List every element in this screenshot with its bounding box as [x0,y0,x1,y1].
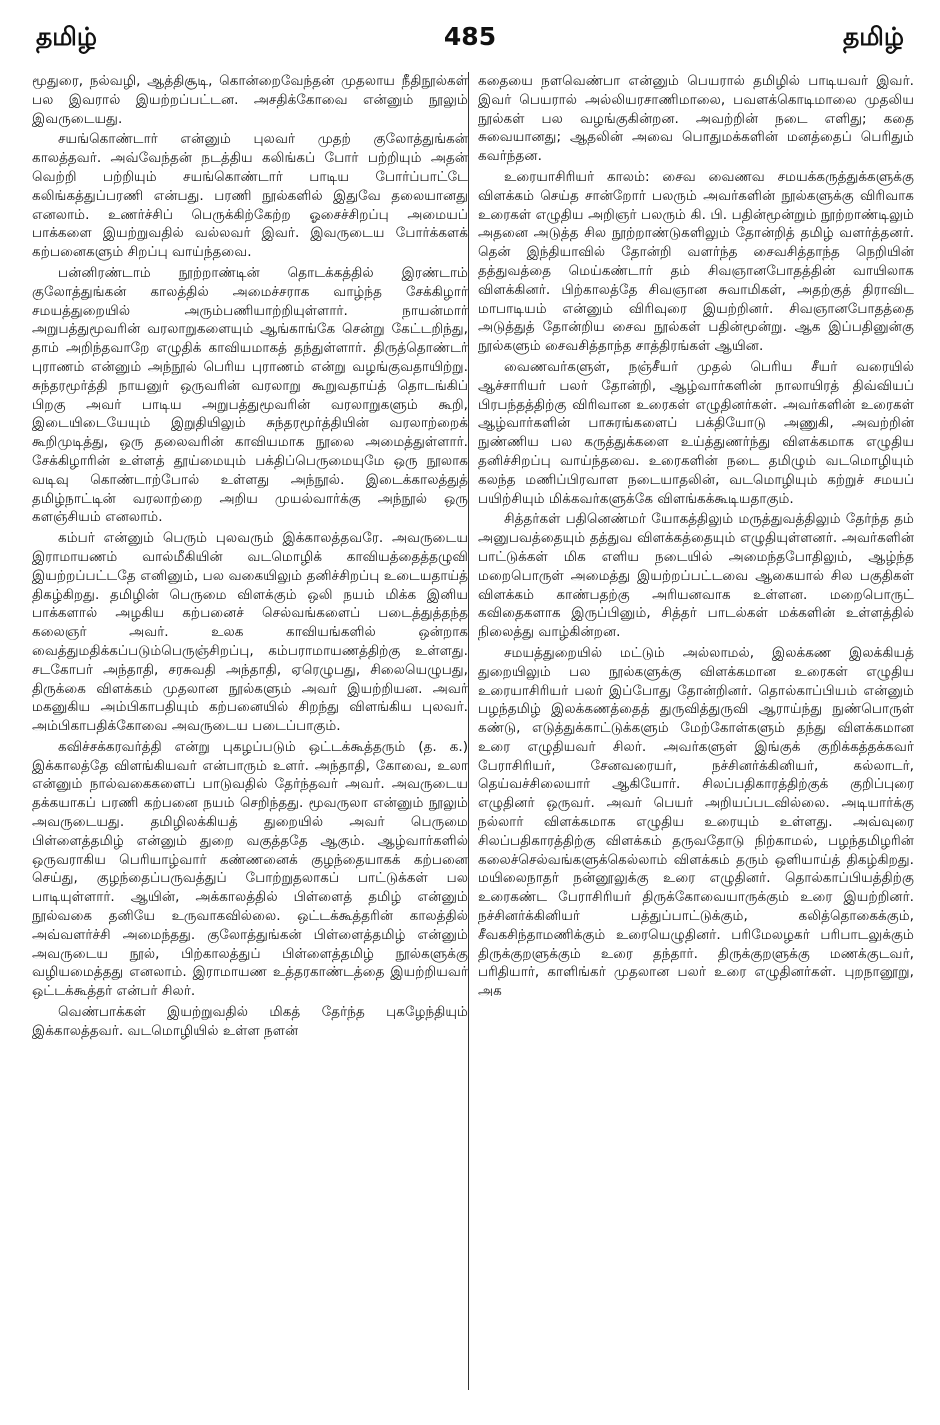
paragraph: வெண்பாக்கள் இயற்றுவதில் மிகத் தேர்ந்த புகழேந்தியும் இக்காலத்தவர். வடமொழியில் உள்ள நளன் [32,1004,468,1039]
left-column [32,72,468,1402]
paragraph: பன்னிரண்டாம் நூற்றாண்டின் தொடக்கத்தில் இரண்டாம் குலோத்துங்கன் காலத்தில் அமைச்சராக வாழ்ந்த சேக்கிழார் சமயத்துறையில் அரும்பணியாற்றியுள்ளார். நாயன்மார் அறுபத்துமூவரின் வரலாறுகளையும் ஆங்காங்கே சென்று கேட்டறிந்து, தாம் அறிந்தவாறே எழுதிக் காவியமாகத் தந்துள்ளார். திருத்தொண்டர் புராணம் என்னும் அந்நூல் பெரிய புராணம் என்று வழங்குவதாயிற்று. சுந்தரமூர்த்தி நாயனுர் ஒருவரின் வரலாறு கூறுவதாய்த் தொடங்கிப் பிறகு அவர் பாடிய அறுபத்துமூவரின் வரலாறுகளும் கூறி, இடையிடையேயும் இறுதியிலும் சுந்தரமூர்த்தியின் வரலாற்றைக் கூறிமுடித்து, ஒரு தலைவரின் காவியமாக நூலை அமைத்துள்ளார். சேக்கிழாரின் உள்ளத் தூய்மையும் பக்திப்பெருமையுமே ஒரு நூலாக வடிவு கொண்டாற்போல் உள்ளது அந்நூல். இடைக்காலத்துத் தமிழ்நாட்டின் வரலாற்றை அறிய முயல்வார்க்கு அந்நூல் ஒரு களஞ்சியம் எனலாம். [32,264,468,526]
paragraph: கம்பர் என்னும் பெரும் புலவரும் இக்காலத்தவரே. அவருடைய இராமாயணம் வால்மீகியின் வடமொழிக் காவியத்தைத்தழுவி இயற்றப்பட்டதே எனினும், பல வகையிலும் தனிச்சிறப்பு உடையதாய்த் திகழ்கிறது. தமிழின் பெருமை விளக்கும் ஒலி நயம் மிக்க இனிய பாக்களால் அழகிய கற்பனைச் செல்வங்களைப் படைத்துத்தந்த கலைஞர் அவர். உலக காவியங்களில் ஒன்றாக வைத்துமதிக்கப்படும்பெருஞ்சிறப்பு, கம்பராமாயணத்திற்கு உள்ளது. சடகோபர் அந்தாதி, சரசுவதி அந்தாதி, ஏரெழுபது, சிலையெழுபது, திருக்கை விளக்கம் முதலான நூல்களும் அவர் இயற்றியன. அவர் மகனுகிய அம்பிகாபதியும் கற்பனையில் சிறந்து விளங்கிய புலவர். அம்பிகாபதிக்கோவை அவருடைய படைப்பாகும். [32,530,468,735]
paragraph: சயங்கொண்டார் என்னும் புலவர் முதற் குலோத்துங்கன் காலத்தவர். அவ்வேந்தன் நடத்திய கலிங்கப் போர் பற்றியும் அதன் வெற்றி பற்றியும் சயங்கொண்டார் பாடிய போர்ப்பாட்டே கலிங்கத்துப்பரணி என்பது. பரணி நூல்களில் இதுவே தலையானது எனலாம். உணர்ச்சிப் பெருக்கிற்கேற்ற ஓசைச்சிறப்பு அமையப் பாக்களை இயற்றுவதில் வல்லவர் இவர். இவருடைய போர்க்களக் கற்பனைகளும் சிறப்பு வாய்ந்தவை. [32,131,468,261]
paragraph: வைணவர்களுள், நஞ்சீயர் முதல் பெரிய சீயர் வரையில் ஆச்சாரியர் பலர் தோன்றி, ஆழ்வார்களின் நாலாயிரத் திவ்வியப் பிரபந்தத்திற்கு விரிவான உரைகள் எழுதினர்கள். அவர்களின் உரைகள் ஆழ்வார்களின் பாசுரங்களைப் பக்தியோடு அணுகி, அவற்றின் நுண்ணிய பல கருத்துக்களை உய்த்துணர்ந்து விளக்கமாக எழுதிய தனிச்சிறப்பு வாய்ந்தவை. உரைகளின் நடை தமிழும் வடமொழியும் கலந்த மணிப்பிரவாள நடையாதலின், வடமொழியும் கற்றுச் சமயப் பயிற்சியும் மிக்கவர்களுக்கே விளங்கக்கூடியதாகும். [478,358,914,507]
paragraph: கவிச்சக்கரவர்த்தி என்று புகழப்படும் ஒட்டக்கூத்தரும் (த. க.) இக்காலத்தே விளங்கியவர் என்பாரும் உளர். அந்தாதி, கோவை, உலா என்னும் நால்வகைகளைப் பாடுவதில் தேர்ந்தவர் அவர். அவருடைய தக்கயாகப் பரணி கற்பனை நயம் செறிந்தது. மூவருலா என்னும் நூலும் அவருடையது. தமிழிலக்கியத் துறையில் அவர் பெருமை பிள்ளைத்தமிழ் என்னும் துறை வகுத்ததே ஆகும். ஆழ்வார்களில் ஒருவராகிய பெரியாழ்வார் கண்ணனைக் குழந்தையாகக் கற்பனை செய்து, குழந்தைப்பருவத்துப் போற்றுதலாகப் பாட்டுக்கள் பல பாடியுள்ளார். ஆயின், அக்காலத்தில் பிள்ளைத் தமிழ் என்னும் நூல்வகை தனியே உருவாகவில்லை. ஒட்டக்கூத்தரின் காலத்தில் அவ்வளர்ச்சி அமைந்தது. குலோத்துங்கன் பிள்ளைத்தமிழ் என்னும் அவருடைய நூல், பிற்காலத்துப் பிள்ளைத்தமிழ் நூல்களுக்கு வழியமைத்தது எனலாம். இராமாயண உத்தரகாண்டத்தை இயற்றியவர் ஒட்டக்கூத்தர் என்பர் சிலர். [32,738,468,1000]
paragraph: சித்தர்கள் பதினெண்மர் யோகத்திலும் மருத்துவத்திலும் தேர்ந்த தம் அனுபவத்தையும் தத்துவ விளக்கத்தையும் எழுதியுள்ளனர். அவர்களின் பாட்டுக்கள் மிக எளிய நடையில் அமைந்தபோதிலும், ஆழ்ந்த மறைபொருள் அமைத்து இயற்றப்பட்டவை ஆகையால் சில பகுதிகள் விளக்கம் காண்பதற்கு அரியனவாக உள்ளன. மறைபொருட் கவிதைகளாக இருப்பினும், சித்தர் பாடல்கள் மக்களின் உள்ளத்தில் நிலைத்து வாழ்கின்றன. [478,511,914,641]
paragraph: மூதுரை, நல்வழி, ஆத்திசூடி, கொன்றைவேந்தன் முதலாய நீதிநூல்கள் பல இவரால் இயற்றப்பட்டன. அசதிக்கோவை என்னும் நூலும் இவருடையது. [32,73,468,127]
right-column [478,72,914,1402]
paragraph: கதையை நளவெண்பா என்னும் பெயரால் தமிழில் பாடியவர் இவர். இவர் பெயரால் அல்லியரசாணிமாலை, பவளக்கொடிமாலை முதலிய நூல்கள் பல வழங்குகின்றன. அவற்றின் நடை எளிது; கதை சுவையானது; ஆதலின் அவை பொதுமக்களின் மனத்தைப் பெரிதும் கவர்ந்தன. [478,73,914,165]
column-divider [468,72,469,1390]
page-header [36,22,904,62]
header-left-title: தமிழ் [36,22,98,51]
page-number: 485 [443,22,497,51]
paragraph: உரையாசிரியர் காலம்: சைவ வைணவ சமயக்கருத்துக்களுக்கு விளக்கம் செய்த சான்றோர் பலரும் அவர்களின் நூல்களுக்கு விரிவாக உரைகள் எழுதிய அறிஞர் பலரும் கி. பி. பதின்மூன்றும் நூற்றாண்டிலும் அதனை அடுத்த சில நூற்றாண்டுகளிலும் தோன்றித் தமிழ் வளர்த்தனர். தென் இந்தியாவில் தோன்றி வளர்ந்த சைவசித்தாந்த நெறியின் தத்துவத்தை மெய்கண்டார் தம் சிவஞானபோதத்தின் வாயிலாக விளக்கினர். பிற்காலத்தே சிவஞான சுவாமிகள், அதற்குத் திராவிட மாபாடியம் என்னும் விரிவுரை இயற்றினர். சிவஞானபோதத்தை அடுத்துத் தோன்றிய சைவ நூல்கள் பதின்மூன்று. ஆக இப்பதினுன்கு நூல்களும் சைவசித்தாந்த சாத்திரங்கள் ஆயின. [478,168,914,355]
paragraph: சமயத்துறையில் மட்டும் அல்லாமல், இலக்கண இலக்கியத் துறையிலும் பல நூல்களுக்கு விளக்கமான உரைகள் எழுதிய உரையாசிரியர் பலர் இப்போது தோன்றினர். தொல்காப்பியம் என்னும் பழந்தமிழ் இலக்கணத்தைத் துருவித்துருவி ஆராய்ந்து நுண்பொருள் கண்டு, எடுத்துக்காட்டுக்களும் மேற்கோள்களும் தந்து விளக்கமான உரை எழுதியவர் சிலர். அவர்களுள் இங்குக் குறிக்கத்தக்கவர் பேராசிரியர், சேனவரையர், நச்சினர்க்கினியர், கல்லாடர், தெய்வச்சிலையார் ஆகியோர். சிலப்பதிகாரத்திற்குக் குறிப்புரை எழுதினர் ஒருவர். அவர் பெயர் அறியப்படவில்லை. அடியார்க்கு நல்லார் விளக்கமாக எழுதிய உரையும் உள்ளது. அவ்வுரை சிலப்பதிகாரத்திற்கு விளக்கம் தருவதோடு நிற்காமல், பழந்தமிழரின் கலைச்செல்வங்களுக்கெல்லாம் விளக்கம் தரும் ஒளியாய்த் திகழ்கிறது. மயிலைநாதர் நன்னூலுக்கு உரை எழுதினர். தொல்காப்பியத்திற்கு உரைகண்ட பேராசிரியர் திருக்கோவையாருக்கும் உரை இயற்றினர். நச்சினர்க்கினியர் பத்துப்பாட்டுக்கும், கலித்தொகைக்கும், சீவகசிந்தாமணிக்கும் உரையெழுதினர். பரிமேலழகர் பரிபாடலுக்கும் திருக்குறளுக்கும் உரை தந்தார். திருக்குறளுக்கு மணக்குடவர், பரிதியார், காளிங்கர் முதலான பலர் உரை எழுதினர்கள். புறநானூறு, அக [478,644,914,1000]
header-right-title: தமிழ் [842,22,904,51]
